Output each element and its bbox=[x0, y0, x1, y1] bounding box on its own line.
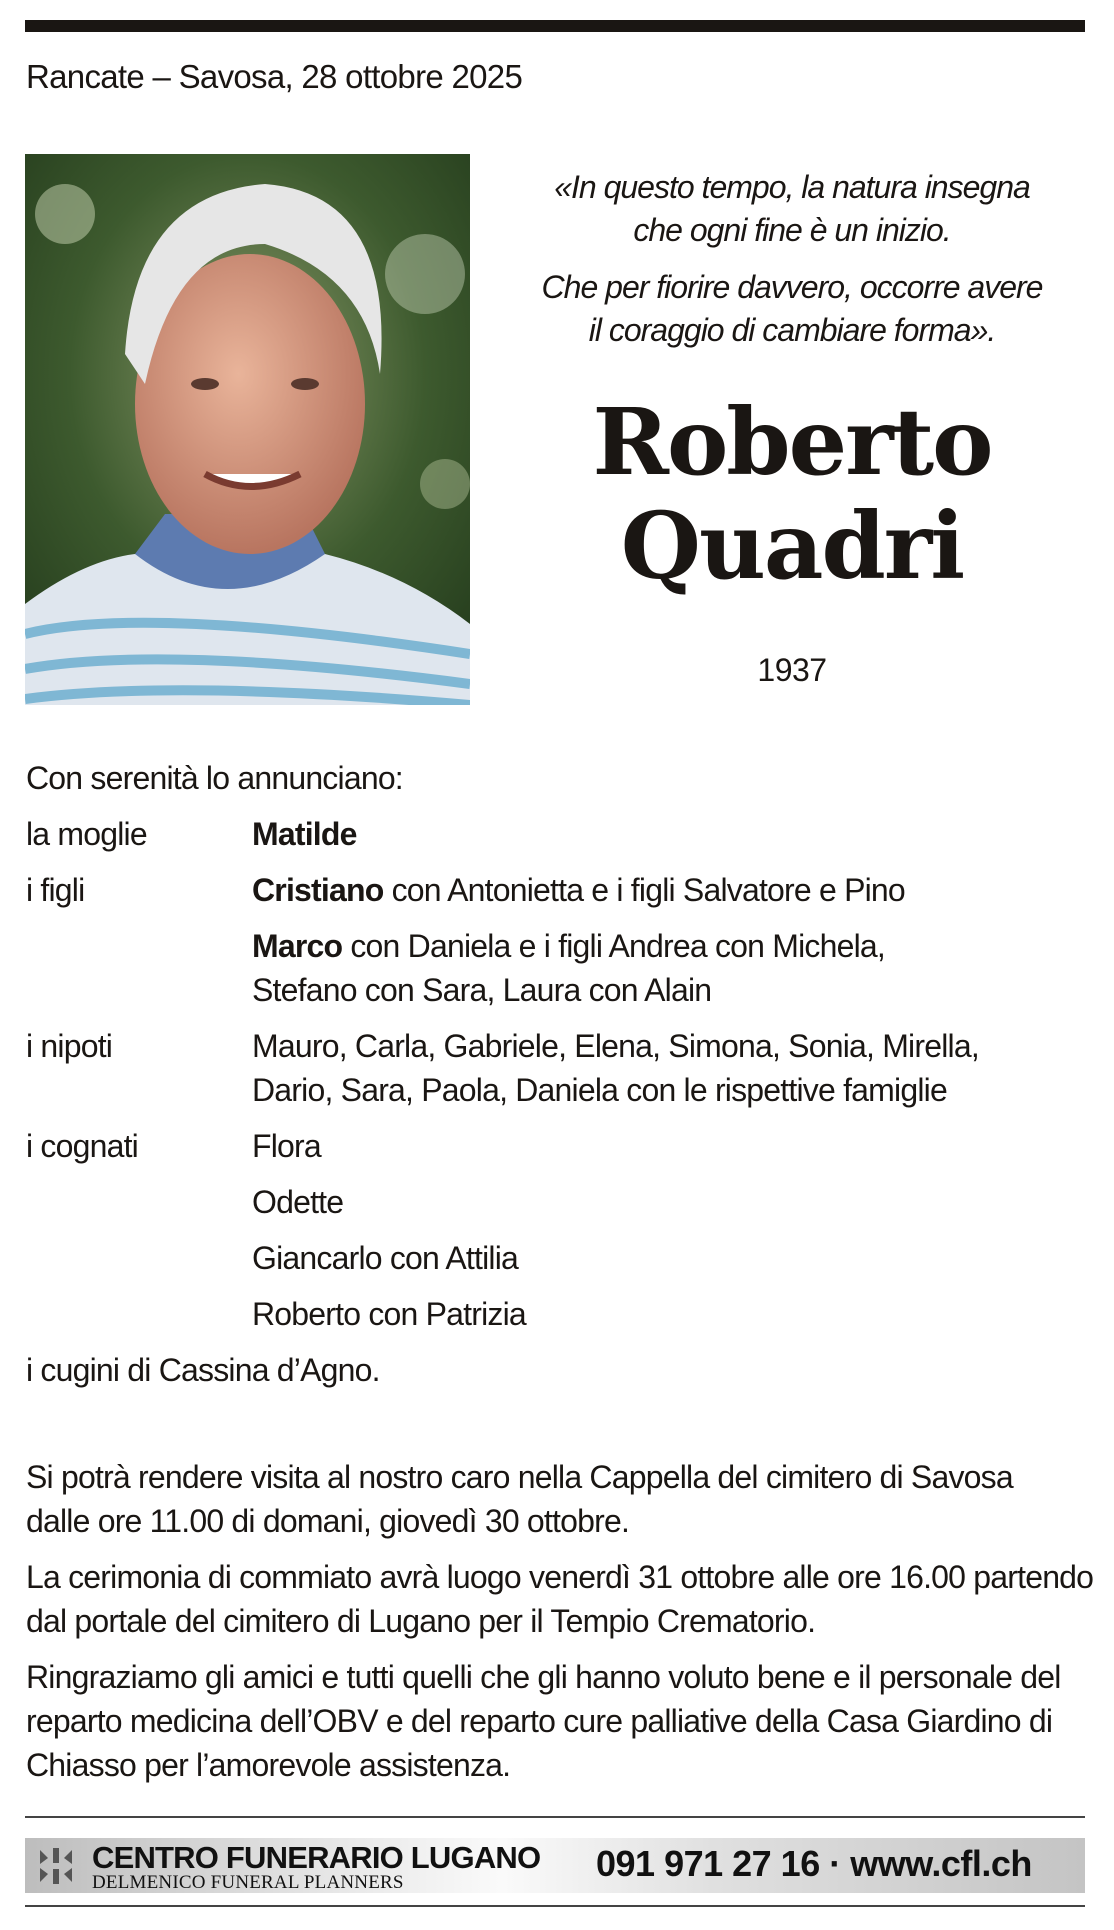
deceased-name bbox=[490, 390, 1094, 598]
family-cousins: i cugini di Cassina d’Agno. bbox=[26, 1352, 380, 1388]
family-row-in-laws bbox=[26, 1124, 1086, 1336]
funeral-home-contact: 091 971 27 16 · www.cfl.ch bbox=[596, 1843, 1032, 1884]
quote-line: il coraggio di cambiare forma». bbox=[588, 312, 996, 348]
memorial-quote bbox=[490, 166, 1094, 366]
family-entry bbox=[252, 868, 1086, 912]
funeral-home-subtitle: DELMENICO FUNERAL PLANNERS bbox=[92, 1872, 404, 1893]
thanks-paragraph: Ringraziamo gli amici e tutti quelli che gli hanno voluto bene e il personale del reparto medicina dell’OBV e del reparto cure palliative della Casa Giardino di Chiasso per l’amorevole assistenza. bbox=[26, 1659, 1061, 1783]
footer-top-rule bbox=[25, 1816, 1085, 1818]
family-entry-text: con Daniela e i figli Andrea con Michela, Stefano con Sara, Laura con Alain bbox=[252, 928, 885, 1008]
family-name: Matilde bbox=[252, 816, 357, 852]
family-entry: Roberto con Patrizia bbox=[252, 1296, 526, 1332]
funeral-home-logo-icon bbox=[36, 1846, 76, 1886]
footer-bottom-rule bbox=[25, 1905, 1085, 1907]
portrait-photo bbox=[25, 154, 470, 705]
quote-line: Che per fiorire davvero, occorre avere bbox=[541, 269, 1043, 305]
family-entry: Odette bbox=[252, 1184, 344, 1220]
family-name: Marco bbox=[252, 928, 343, 964]
family-entry-text: con Antonietta e i figli Salvatore e Pino bbox=[383, 872, 905, 908]
family-entry: Flora bbox=[252, 1128, 321, 1164]
quote-line: che ogni fine è un inizio. bbox=[633, 212, 951, 248]
visitation-paragraph: Si potrà rendere visita al nostro caro nella Cappella del cimitero di Savosa dalle ore 11.00 di domani, giovedì 30 ottobre. bbox=[26, 1459, 1013, 1539]
ceremony-paragraph: La cerimonia di commiato avrà luogo venerdì 31 ottobre alle ore 16.00 partendo dal portale del cimitero di Lugano per il Tempio Crematorio. bbox=[26, 1559, 1094, 1639]
first-name: Roberto bbox=[592, 388, 992, 496]
service-details bbox=[26, 1455, 1096, 1799]
family-label: i cognati bbox=[26, 1128, 138, 1164]
family-entry-text: Mauro, Carla, Gabriele, Elena, Simona, Sonia, Mirella, Dario, Sara, Paola, Daniela con le rispettive famiglie bbox=[252, 1028, 979, 1108]
family-entry: Giancarlo con Attilia bbox=[252, 1240, 519, 1276]
family-entry bbox=[252, 924, 892, 1012]
family-row-grandchildren bbox=[26, 1024, 1086, 1112]
date-line: Rancate – Savosa, 28 ottobre 2025 bbox=[26, 58, 523, 95]
family-label: i figli bbox=[26, 872, 85, 908]
announcement bbox=[26, 756, 1086, 1392]
top-rule bbox=[25, 20, 1085, 32]
birth-year: 1937 bbox=[757, 652, 827, 688]
announcement-intro: Con serenità lo annunciano: bbox=[26, 760, 403, 796]
last-name: Quadri bbox=[620, 492, 964, 600]
quote-line: «In questo tempo, la natura insegna bbox=[554, 169, 1030, 205]
family-row-children bbox=[26, 868, 1086, 1012]
family-row-wife bbox=[26, 812, 1086, 856]
family-label: la moglie bbox=[26, 816, 147, 852]
family-name: Cristiano bbox=[252, 872, 384, 908]
funeral-home-name: CENTRO FUNERARIO LUGANO bbox=[92, 1840, 541, 1875]
family-label: i nipoti bbox=[26, 1028, 113, 1064]
